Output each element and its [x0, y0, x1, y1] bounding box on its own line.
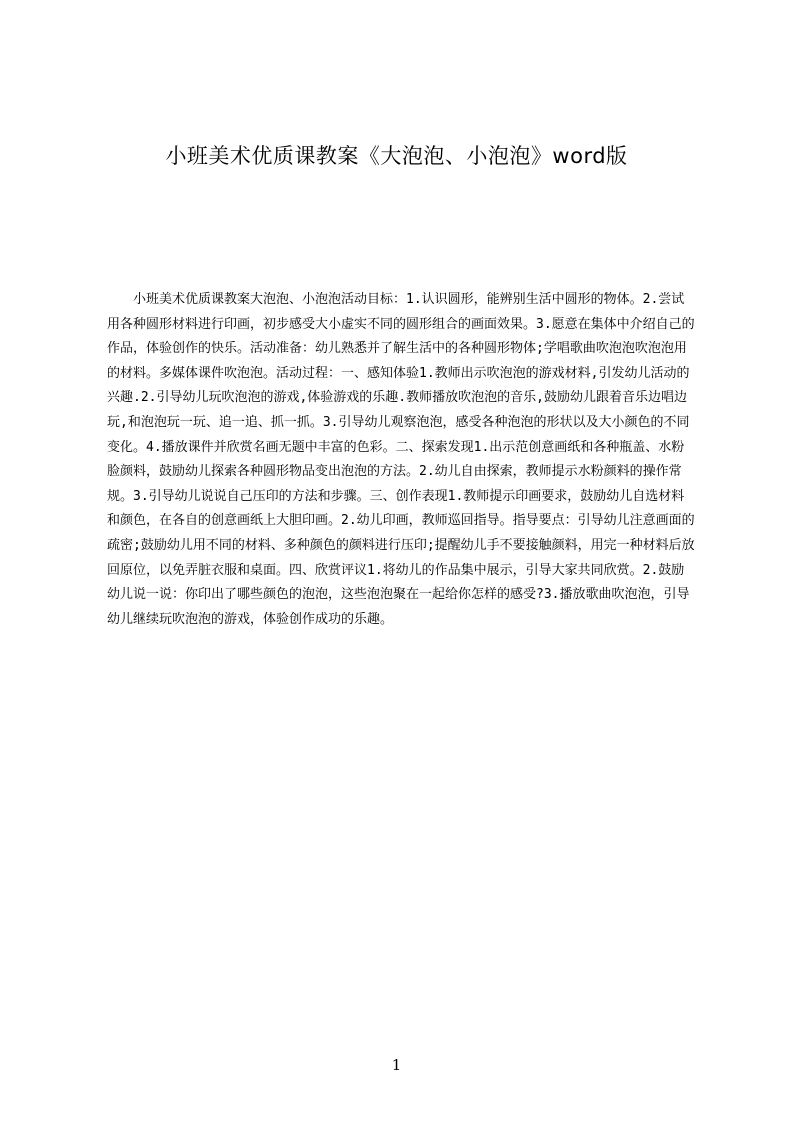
document-body: 小班美术优质课教案大泡泡、小泡泡活动目标：1.认识圆形，能辨别生活中圆形的物体。2.尝试用各种圆形材料进行印画，初步感受大小虚实不同的圆形组合的画面效果。3.愿意在集体中介绍自己的作品，体验创作的快乐。活动准备：幼儿熟悉并了解生活中的各种圆形物体;学唱歌曲吹泡泡吹泡泡用的材料。多媒体课件吹泡泡。活动过程：一、感知体验1.教师出示吹泡泡的游戏材料,引发幼儿活动的兴趣.2.引导幼儿玩吹泡泡的游戏,体验游戏的乐趣.教师播放吹泡泡的音乐,鼓励幼儿跟着音乐边唱边玩,和泡泡玩一玩、追一追、抓一抓。3.引导幼儿观察泡泡，感受各种泡泡的形状以及大小颜色的不同变化。4.播放课件并欣赏名画无题中丰富的色彩。二、探索发现1.出示范创意画纸和各种瓶盖、水粉脸颜料，鼓励幼儿探索各种圆形物品变出泡泡的方法。2.幼儿自由探索，教师提示水粉颜料的操作常规。3.引导幼儿说说自己压印的方法和步骤。三、创作表现1.教师提示印画要求，鼓励幼儿自选材料和颜色，在各自的创意画纸上大胆印画。2.幼儿印画，教师巡回指导。指导要点：引导幼儿注意画面的疏密;鼓励幼儿用不同的材料、多种颜色的颜料进行压印;提醒幼儿手不要接触颜料，用完一种材料后放回原位，以免弄脏衣服和桌面。四、欣赏评议1.将幼儿的作品集中展示，引导大家共同欣赏。2.鼓励幼儿说一说：你印出了哪些颜色的泡泡，这些泡泡聚在一起给你怎样的感受?3.播放歌曲吹泡泡，引导幼儿继续玩吹泡泡的游戏，体验创作成功的乐趣。 — [107, 292, 695, 627]
document-title: 小班美术优质课教案《大泡泡、小泡泡》word版 — [165, 144, 628, 168]
page-number: 1 — [391, 1056, 402, 1074]
